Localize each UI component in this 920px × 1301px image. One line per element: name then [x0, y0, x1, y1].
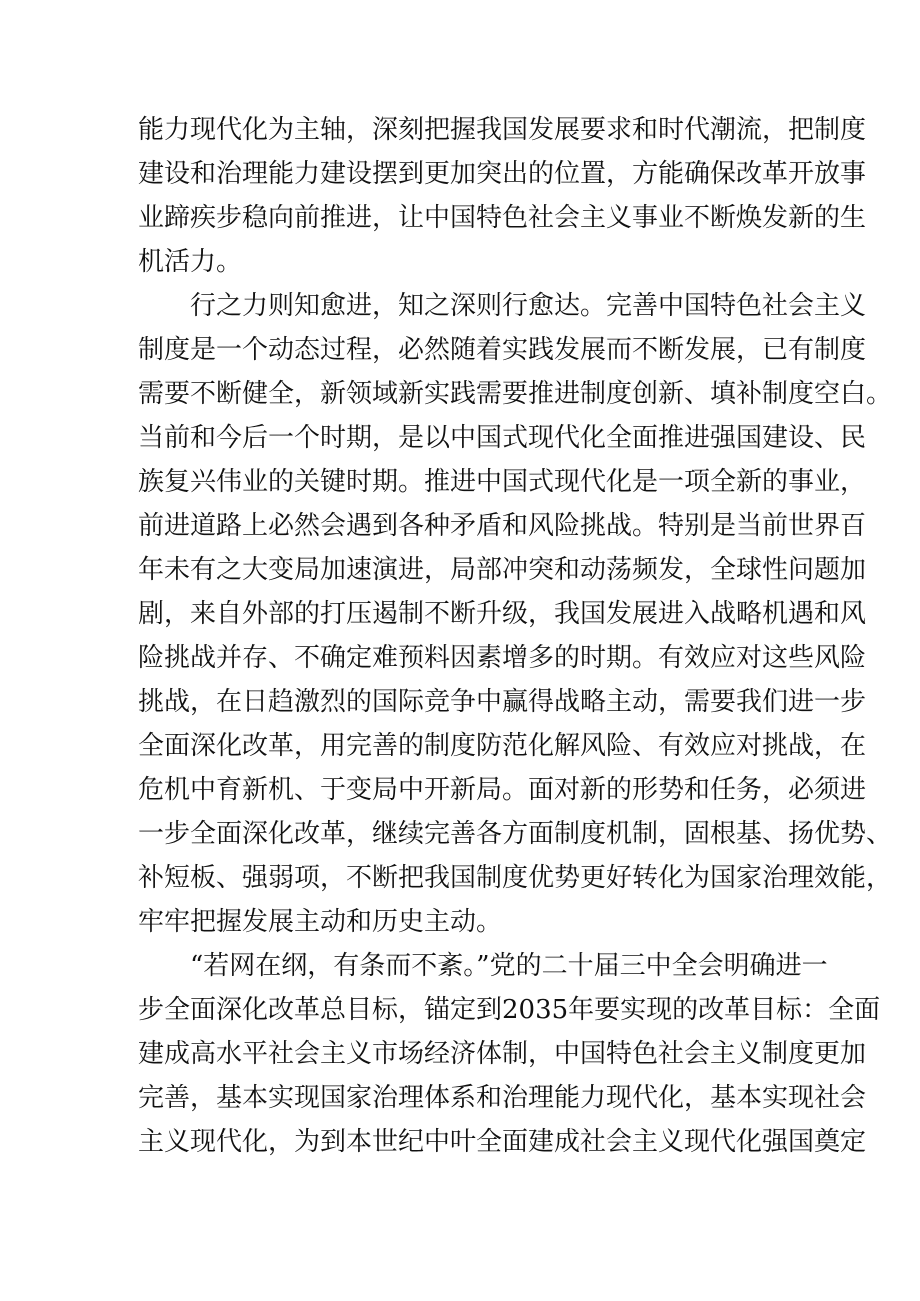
- text-line: 主义现代化，为到本世纪中叶全面建成社会主义现代化强国奠定: [138, 1127, 867, 1157]
- paragraph-1: [138, 108, 867, 284]
- text-line: 完善，基本实现国家治理体系和治理能力现代化，基本实现社会: [138, 1083, 867, 1113]
- text-line: 步全面深化改革总目标，锚定到2035年要实现的改革目标：全面: [138, 995, 881, 1025]
- text-line: 机活力。: [138, 247, 243, 277]
- text-line: 挑战，在日趋激烈的国际竞争中赢得战略主动，需要我们进一步: [138, 687, 867, 717]
- text-line: 能力现代化为主轴，深刻把握我国发展要求和时代潮流，把制度: [138, 115, 867, 145]
- text-line: 一步全面深化改革，继续完善各方面制度机制，固根基、扬优势、: [138, 819, 893, 849]
- paragraph-2: [138, 284, 893, 944]
- text-line: 制度是一个动态过程，必然随着实践发展而不断发展，已有制度: [138, 335, 867, 365]
- text-line: “若网在纲，有条而不紊。”党的二十届三中全会明确进一: [190, 951, 828, 981]
- text-line: 族复兴伟业的关键时期。推进中国式现代化是一项全新的事业，: [138, 467, 867, 497]
- text-line: 前进道路上必然会遇到各种矛盾和风险挑战。特别是当前世界百: [138, 511, 867, 541]
- text-line: 全面深化改革，用完善的制度防范化解风险、有效应对挑战，在: [138, 731, 867, 761]
- text-line: 建设和治理能力建设摆到更加突出的位置，方能确保改革开放事: [138, 159, 867, 189]
- text-line: 牢牢把握发展主动和历史主动。: [138, 907, 503, 937]
- text-line: 业蹄疾步稳向前推进，让中国特色社会主义事业不断焕发新的生: [138, 203, 867, 233]
- text-line: 行之力则知愈进，知之深则行愈达。完善中国特色社会主义: [190, 291, 867, 321]
- text-line: 剧，来自外部的打压遏制不断升级，我国发展进入战略机遇和风: [138, 599, 867, 629]
- text-line: 危机中育新机、于变局中开新局。面对新的形势和任务，必须进: [138, 775, 867, 805]
- document-body: [138, 108, 893, 1164]
- text-line: 建成高水平社会主义市场经济体制，中国特色社会主义制度更加: [138, 1039, 867, 1069]
- paragraph-3: [138, 944, 881, 1164]
- text-line: 险挑战并存、不确定难预料因素增多的时期。有效应对这些风险: [138, 643, 867, 673]
- text-line: 需要不断健全，新领域新实践需要推进制度创新、填补制度空白。: [138, 379, 893, 409]
- text-line: 当前和今后一个时期，是以中国式现代化全面推进强国建设、民: [138, 423, 867, 453]
- text-line: 年未有之大变局加速演进，局部冲突和动荡频发，全球性问题加: [138, 555, 867, 585]
- text-line: 补短板、强弱项，不断把我国制度优势更好转化为国家治理效能，: [138, 863, 893, 893]
